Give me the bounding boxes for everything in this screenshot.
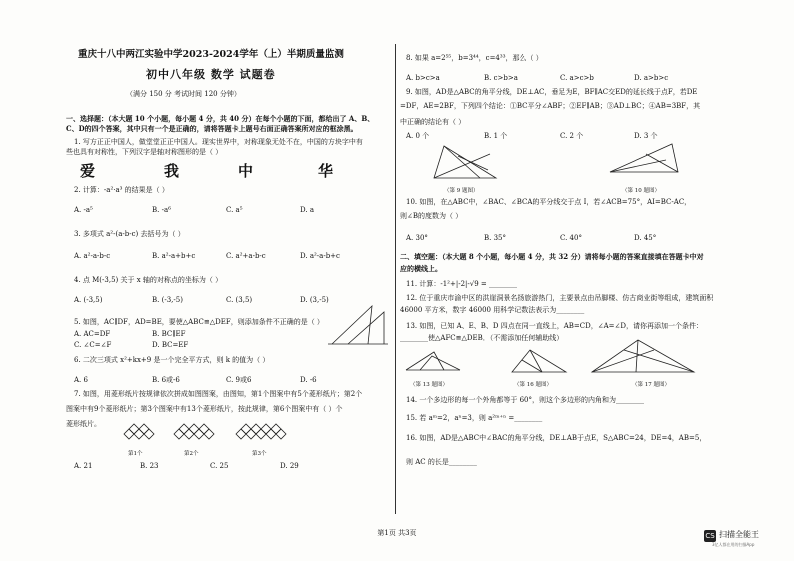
exam-meta: （满分 150 分 考试时间 120 分钟） — [126, 90, 241, 98]
section1-heading: 一、选择题：（本大题 10 个小题，每小题 4 分，共 40 分）在每个小题的下面，都给出了 A、B、 — [66, 114, 375, 123]
section2-heading-2: 应的横线上。 — [400, 264, 442, 273]
q10-opt-a: A. 30° — [406, 234, 428, 242]
q8-opt-b: B. c>b>a — [484, 74, 518, 82]
q5-figure — [328, 304, 388, 352]
q7-opt-b: B. 23 — [140, 462, 159, 470]
q10-opt-c: C. 40° — [560, 234, 582, 242]
q6-opt-a: A. 6 — [74, 376, 88, 384]
q9-line3: 中正确的结论有（ ） — [400, 118, 466, 126]
q6-opt-b: B. 6或-6 — [152, 376, 180, 384]
q14: 14. 一个多边形的每一个外角都等于 60°，则这个多边形的内角和为________ — [406, 396, 644, 404]
q10-line2: 则∠B的度数为（ ） — [400, 212, 463, 220]
q15: 15. 若 aᵐ=2，aⁿ=3，则 a²ᵐ⁺ⁿ =________ — [406, 414, 543, 422]
paper-subtitle: 初中八年级 数学 试题卷 — [146, 68, 276, 81]
q13-line2: ________使△AFC≌△DEB．（不需添加任何辅助线） — [400, 334, 564, 342]
camscanner-logo-icon: CS — [705, 532, 715, 540]
q16-figure — [510, 348, 568, 376]
q9-opt-c: C. 2 个 — [560, 132, 584, 140]
q6-stem: 6. 二次三项式 x²+kx+9 是一个完全平方式，则 k 的值为（ ） — [74, 356, 270, 364]
q13-fig-label: （第 13 题图） — [410, 382, 448, 388]
q9-line1: 9. 如图，AD是△ABC的角平分线，DE⊥AC，垂足为E，BF∥AC交ED的延长线于点F，若DE — [406, 88, 698, 96]
q5-opt-b: B. BC∥EF — [152, 330, 186, 338]
q1-line1: 1. 写方正正中国人，做堂堂正正中国人。现实世界中，对称现象无处不在，中国的方块字中有 — [74, 138, 363, 146]
q10-opt-b: B. 35° — [484, 234, 507, 242]
section1-heading-2: C、D的四个答案，其中只有一个是正确的，请将答题卡上题号右面正确答案所对应的框涂黑。 — [66, 124, 358, 133]
q1-char-d: 华 — [318, 162, 334, 180]
q8-opt-d: D. a>b>c — [634, 74, 669, 82]
q2-opt-a: A. -a⁵ — [74, 206, 93, 214]
q9-fig-label: （第 9 题图） — [444, 188, 479, 194]
q11: 11. 计算：-1²+|-2|-√9 = ________ — [406, 280, 517, 288]
q4-opt-c: C. (3,5) — [226, 296, 253, 304]
q1-char-c: 中 — [238, 162, 254, 180]
q7-opt-c: C. 25 — [210, 462, 229, 470]
q1-char-a: 爱 — [80, 162, 96, 180]
q2-stem: 2. 计算：-a²·a³ 的结果是（ ） — [74, 186, 169, 194]
q3-opt-d: D. a²-a-b+c — [300, 252, 340, 260]
q4-opt-b: B. (-3,-5) — [152, 296, 183, 304]
q4-stem: 4. 点 M(-3,5) 关于 x 轴的对称点的坐标为（ ） — [74, 276, 223, 284]
q16-line1: 16. 如图，AD是△ABC中∠BAC的角平分线，DE⊥AB于点E，S△ABC=24，DE=4，AB=5， — [406, 434, 707, 442]
q13-figure — [404, 348, 462, 374]
q7-label-1: 第1个 — [128, 451, 143, 457]
page-footer: 第1页 共3页 — [377, 529, 417, 537]
q10-figure — [608, 140, 680, 176]
q7-rhombus-pattern — [118, 424, 288, 452]
q16-fig-label: （第 16 题图） — [514, 382, 552, 388]
q5-opt-d: D. BC=EF — [152, 341, 189, 349]
q8-opt-c: C. a>c>b — [560, 74, 594, 82]
q16-line2: 则 AC 的长是________ — [406, 458, 477, 466]
q2-opt-b: B. -a⁶ — [152, 206, 171, 214]
q7-opt-d: D. 29 — [280, 462, 299, 470]
q9-opt-d: D. 3 个 — [634, 132, 658, 140]
school-title: 重庆十八中两江实验中学2023-2024学年（上）半期质量监测 — [78, 49, 344, 60]
q7-opt-a: A. 21 — [74, 462, 93, 470]
q9-line2: =DF，AE=2BF，下列四个结论：①BC平分∠ABF；②EF∥AB；③AD⊥BC；④AB=3BF，其 — [400, 102, 701, 110]
q3-stem: 3. 多项式 a²-(a-b-c) 去括号为（ ） — [74, 230, 185, 238]
q3-opt-b: B. a²-a+b+c — [152, 252, 196, 260]
left-column — [66, 0, 392, 561]
q9-opt-a: A. 0 个 — [406, 132, 430, 140]
q13-line1: 13. 如图，已知 A、E、B、D 四点在同一直线上，AB=CD，∠A=∠D，请你再添加一个条件： — [406, 322, 704, 330]
q1-char-b: 我 — [164, 162, 180, 180]
q6-opt-c: C. 9或6 — [226, 376, 252, 384]
q5-stem: 5. 如图，AC∥DF，AD=BE，要使△ABC≌△DEF，则添加条件不正确的是（ ） — [74, 318, 324, 326]
q8-opt-a: A. b>c>a — [406, 74, 440, 82]
q7-label-2: 第2个 — [184, 451, 199, 457]
q7-label-3: 第3个 — [252, 451, 267, 457]
q2-opt-d: D. a — [300, 206, 314, 214]
q4-opt-a: A. (-3,5) — [74, 296, 103, 304]
brand-slogan: 3亿人都在用的扫描App — [712, 542, 755, 547]
q7-line3: 菱形纸片。 — [66, 420, 101, 428]
q9-figure — [430, 142, 500, 182]
q10-opt-d: D. 45° — [634, 234, 657, 242]
q10-fig-label: （第 10 题图） — [622, 188, 660, 194]
right-column — [400, 0, 730, 561]
q2-opt-c: C. a⁵ — [226, 206, 243, 214]
q3-opt-c: C. a²+a-b-c — [226, 252, 266, 260]
brand-name: 扫描全能王 — [719, 530, 759, 539]
q9-opt-b: B. 1 个 — [484, 132, 508, 140]
q10-line1: 10. 如图，在△ABC中，∠BAC、∠BCA的平分线交于点 I，若∠ACB=75°，AI=BC-AC， — [406, 198, 692, 206]
q6-opt-d: D. -6 — [300, 376, 317, 384]
section2-heading: 二、填空题：（本大题 8 个小题，每小题 4 分，共 32 分）请将每小题的答案直接填在答题卡中对 — [400, 252, 704, 261]
q12-line2: 46000 平方米，数字 46000 用科学记数法表示为________ — [400, 306, 585, 314]
q8-stem: 8. 如果 a=2⁵⁵，b=3⁴⁴，c=4³³，那么（ ） — [406, 54, 543, 62]
q7-line1: 7. 如图，用菱形纸片按规律依次拼成如图图案，由图知，第1个图案中有5个菱形纸片；第2个 — [74, 390, 363, 398]
column-divider — [395, 44, 396, 514]
q3-opt-a: A. a²-a-b-c — [74, 252, 111, 260]
q1-line2: 些也具有对称性，下列汉字是轴对称图形的是（ ） — [66, 148, 223, 156]
q12-line1: 12. 位于重庆市渝中区的洪崖洞景名扬旅游热门，主要景点由吊脚楼、仿古商业街等组成，建筑面积 — [406, 294, 714, 302]
q17-figure — [588, 338, 698, 376]
q5-opt-c: C. ∠C=∠F — [74, 341, 112, 349]
q5-opt-a: A. AC=DF — [74, 330, 111, 338]
q7-line2: 图案中有9个菱形纸片；第3个图案中有13个菱形纸片，按此规律，第6个图案中有（ ）个 — [66, 405, 343, 413]
q17-fig-label: （第 17 题图） — [632, 382, 670, 388]
q4-opt-d: D. (3,-5) — [300, 296, 329, 304]
